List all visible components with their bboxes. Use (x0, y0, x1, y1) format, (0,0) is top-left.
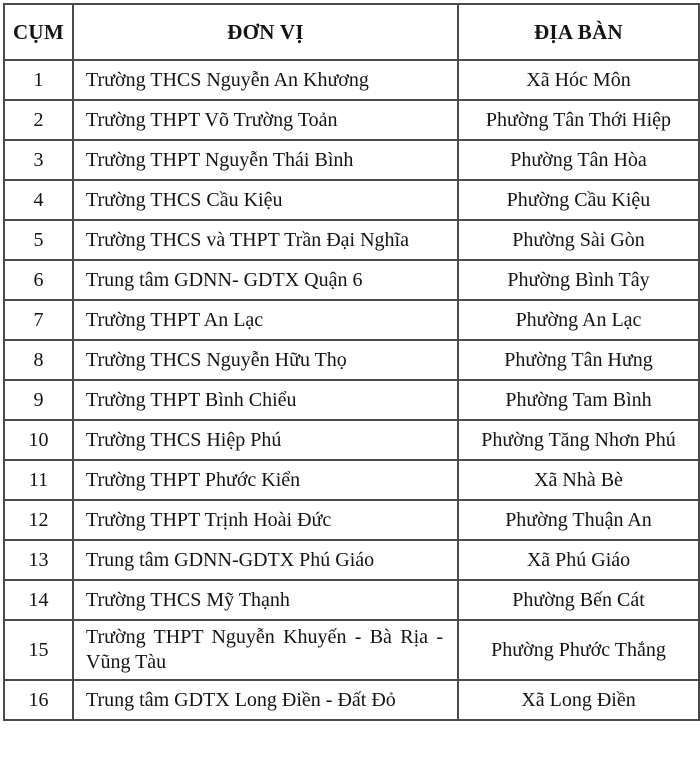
table-row (4, 340, 699, 380)
location-cell: Phường Tân Hòa (458, 140, 699, 180)
table-row (4, 300, 699, 340)
unit-name-cell: Trường THCS Cầu Kiệu (73, 180, 458, 220)
unit-name-cell: Trung tâm GDNN- GDTX Quận 6 (73, 260, 458, 300)
table-row (4, 180, 699, 220)
cluster-number-cell: 4 (4, 180, 73, 220)
table-row (4, 100, 699, 140)
cluster-number-cell: 7 (4, 300, 73, 340)
cluster-number-cell: 12 (4, 500, 73, 540)
table-row (4, 420, 699, 460)
unit-name-cell: Trường THPT An Lạc (73, 300, 458, 340)
location-cell: Phường Bến Cát (458, 580, 699, 620)
location-cell: Phường Sài Gòn (458, 220, 699, 260)
table-row (4, 140, 699, 180)
location-cell: Xã Nhà Bè (458, 460, 699, 500)
unit-name-cell: Trường THPT Nguyễn Thái Bình (73, 140, 458, 180)
unit-name-cell: Trường THPT Bình Chiểu (73, 380, 458, 420)
table-row (4, 60, 699, 100)
location-cell: Phường Tân Thới Hiệp (458, 100, 699, 140)
cluster-number-cell: 13 (4, 540, 73, 580)
column-header-cluster: CỤM (4, 4, 73, 60)
unit-name-cell: Trường THCS và THPT Trần Đại Nghĩa (73, 220, 458, 260)
table-row (4, 680, 699, 720)
unit-name-cell: Trường THCS Nguyễn Hữu Thọ (73, 340, 458, 380)
cluster-number-cell: 16 (4, 680, 73, 720)
unit-name-cell: Trung tâm GDTX Long Điền - Đất Đỏ (73, 680, 458, 720)
location-cell: Phường Thuận An (458, 500, 699, 540)
unit-name-cell: Trường THPT Nguyễn Khuyến - Bà Rịa - Vũng Tàu (73, 620, 458, 680)
table-row (4, 580, 699, 620)
cluster-number-cell: 15 (4, 620, 73, 680)
location-cell: Xã Hóc Môn (458, 60, 699, 100)
table-row (4, 380, 699, 420)
table-row (4, 620, 699, 680)
cluster-number-cell: 9 (4, 380, 73, 420)
cluster-assignment-table (3, 3, 700, 721)
unit-name-cell: Trường THCS Mỹ Thạnh (73, 580, 458, 620)
unit-name-cell: Trường THCS Hiệp Phú (73, 420, 458, 460)
unit-name-cell: Trường THPT Phước Kiển (73, 460, 458, 500)
cluster-number-cell: 3 (4, 140, 73, 180)
location-cell: Phường Tam Bình (458, 380, 699, 420)
unit-name-cell: Trường THPT Trịnh Hoài Đức (73, 500, 458, 540)
location-cell: Phường Cầu Kiệu (458, 180, 699, 220)
table-row (4, 460, 699, 500)
header-row (4, 4, 699, 60)
cluster-number-cell: 14 (4, 580, 73, 620)
column-header-unit: ĐƠN VỊ (73, 4, 458, 60)
unit-name-cell: Trường THCS Nguyễn An Khương (73, 60, 458, 100)
unit-name-cell: Trung tâm GDNN-GDTX Phú Giáo (73, 540, 458, 580)
table-body (4, 60, 699, 720)
cluster-number-cell: 6 (4, 260, 73, 300)
cluster-number-cell: 2 (4, 100, 73, 140)
table-row (4, 220, 699, 260)
cluster-number-cell: 8 (4, 340, 73, 380)
table-row (4, 500, 699, 540)
table-row (4, 260, 699, 300)
cluster-number-cell: 10 (4, 420, 73, 460)
column-header-location: ĐỊA BÀN (458, 4, 699, 60)
location-cell: Phường Tân Hưng (458, 340, 699, 380)
unit-name-cell: Trường THPT Võ Trường Toản (73, 100, 458, 140)
location-cell: Xã Long Điền (458, 680, 699, 720)
location-cell: Phường Tăng Nhơn Phú (458, 420, 699, 460)
cluster-number-cell: 11 (4, 460, 73, 500)
cluster-number-cell: 5 (4, 220, 73, 260)
table-row (4, 540, 699, 580)
location-cell: Phường Phước Thắng (458, 620, 699, 680)
cluster-number-cell: 1 (4, 60, 73, 100)
location-cell: Xã Phú Giáo (458, 540, 699, 580)
location-cell: Phường An Lạc (458, 300, 699, 340)
location-cell: Phường Bình Tây (458, 260, 699, 300)
